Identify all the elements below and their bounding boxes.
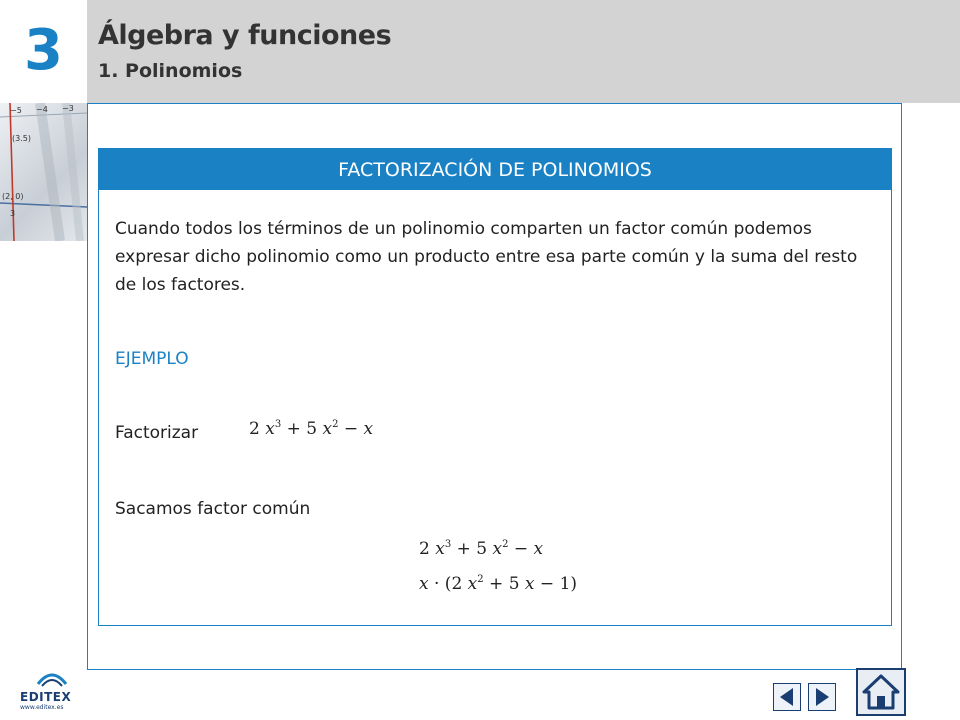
example-label: EJEMPLO xyxy=(115,349,189,369)
definition-paragraph: Cuando todos los términos de un polinomio comparten un factor común podemos expresar dicho polinomio como un producto entre esa parte común y la suma del resto de los factores. xyxy=(115,219,858,295)
card-heading: FACTORIZACIÓN DE POLINOMIOS xyxy=(99,149,891,193)
page-title: Álgebra y funciones xyxy=(98,20,392,51)
polynomial-expression: 2 $x^3 + 5$ $x^2 - x$ xyxy=(249,419,374,439)
factored-expression: x · (2 $x^2 + 5$ x − 1) xyxy=(419,574,578,594)
graph-label: −5 xyxy=(10,106,22,115)
logo-url: www.editex.es xyxy=(20,704,64,711)
arrow-left-icon xyxy=(774,684,800,710)
next-button[interactable] xyxy=(808,683,836,711)
decorative-graph-image xyxy=(0,103,87,241)
page-subtitle: 1. Polinomios xyxy=(98,60,243,82)
editex-logo xyxy=(14,668,74,712)
header-band xyxy=(87,0,960,103)
home-button[interactable] xyxy=(856,668,906,716)
arrow-right-icon xyxy=(809,684,835,710)
common-factor-label: Sacamos factor común xyxy=(115,499,311,519)
previous-button[interactable] xyxy=(773,683,801,711)
chapter-number: 3 xyxy=(24,17,63,83)
factorize-label: Factorizar xyxy=(115,423,199,443)
logo-name: EDITEX xyxy=(20,690,72,704)
graph-label: (2, 0) xyxy=(2,192,24,201)
home-icon xyxy=(858,670,904,714)
factorization-card xyxy=(98,148,892,626)
graph-label: −4 xyxy=(36,105,48,114)
polynomial-expression-repeat: 2 $x^3 + 5$ $x^2 - x$ xyxy=(419,539,544,559)
graph-label: −3 xyxy=(62,104,74,113)
graph-label: 3 xyxy=(10,209,16,218)
graph-label: (3.5) xyxy=(12,134,31,143)
